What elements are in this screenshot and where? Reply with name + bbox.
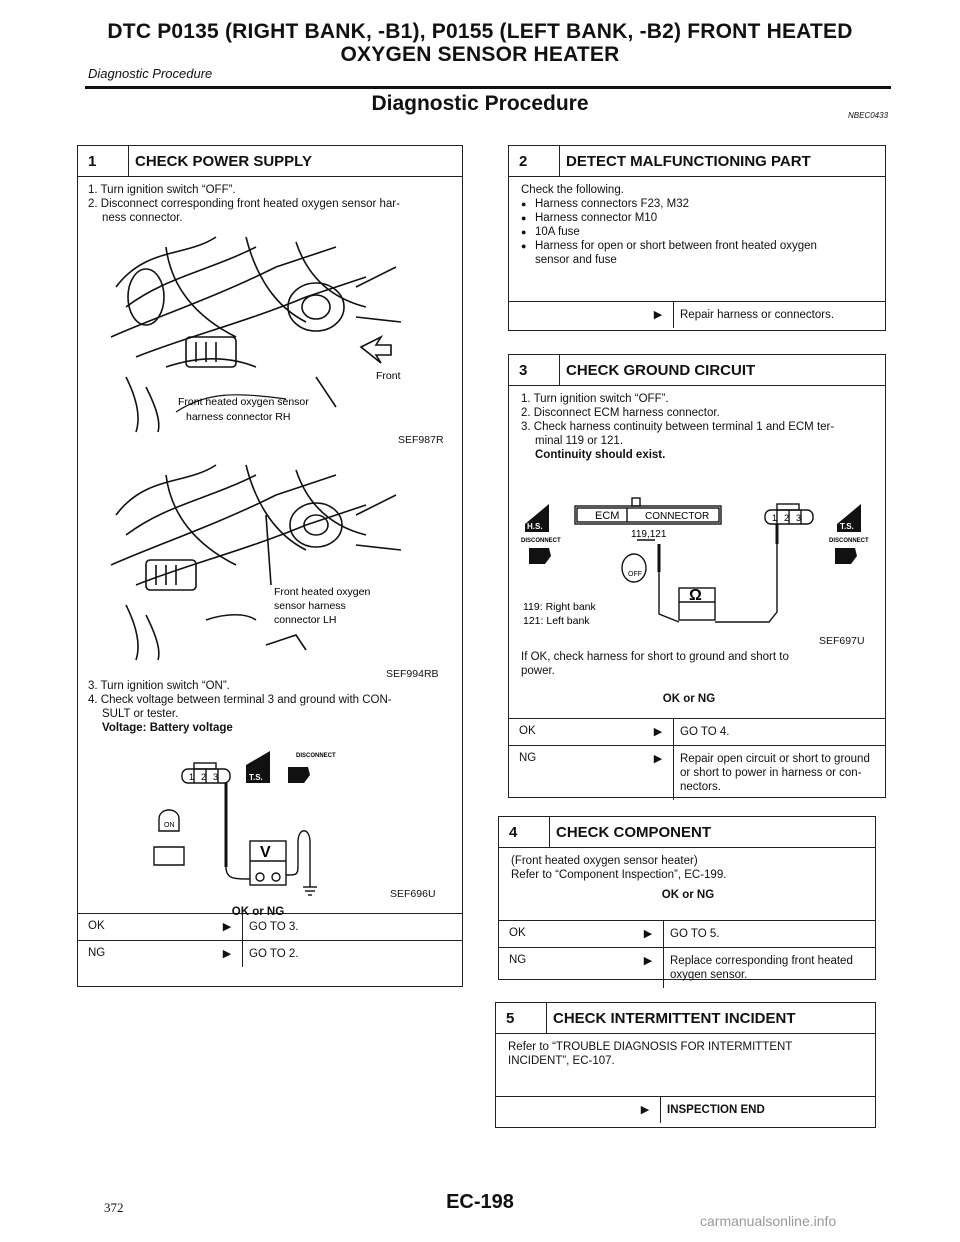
arrow-icon: ▶ xyxy=(643,928,653,940)
step-4-header xyxy=(499,817,875,848)
title-line-2: OXYGEN SENSOR HEATER xyxy=(340,43,620,66)
fig3-code: SEF696U xyxy=(390,888,436,900)
step-3-result-ok xyxy=(509,718,885,745)
header-rule xyxy=(85,86,891,89)
result-condition: NG xyxy=(519,752,537,764)
list-item: ● Harness for open or short between front heated oxygen xyxy=(521,239,875,253)
step-3-box xyxy=(508,354,886,798)
step-4-result-ok xyxy=(499,920,875,947)
fig-legend-1: 119: Right bank xyxy=(523,601,596,613)
step-4-box xyxy=(498,816,876,980)
result-action: Replace corresponding front heated oxygen sensor. xyxy=(663,948,875,988)
fig2-label-1: Front heated oxygen xyxy=(274,586,371,598)
fig1-label-connector-1: Front heated oxygen sensor xyxy=(178,396,309,408)
engine-connector-lh-illustration xyxy=(106,455,406,665)
step-1-header xyxy=(78,146,462,177)
step-2-box xyxy=(508,145,886,331)
fig3-pin-1: 1 xyxy=(189,772,195,782)
list-item: ● Harness connector M10 xyxy=(521,211,875,225)
step-1-body xyxy=(78,177,462,918)
result-condition: OK xyxy=(519,725,536,737)
step-2-title: DETECT MALFUNCTIONING PART xyxy=(559,146,885,176)
step-3-spec: Continuity should exist. xyxy=(535,449,666,461)
fig-connector-label: CONNECTOR xyxy=(645,511,710,522)
step-5-title: CHECK INTERMITTENT INCIDENT xyxy=(546,1003,875,1033)
step-2-checklist xyxy=(521,197,875,253)
step-2-number: 2 xyxy=(519,152,528,170)
arrow-icon: ▶ xyxy=(640,1104,650,1116)
step-3-body xyxy=(509,386,885,718)
running-subtitle: Diagnostic Procedure xyxy=(88,66,213,81)
note-line-1: If OK, check harness for short to ground and short to xyxy=(521,651,789,663)
step-1-instructions-b xyxy=(88,679,448,735)
step-2-intro: Check the following. xyxy=(521,184,624,196)
arrow-icon: ▶ xyxy=(653,309,663,321)
result-condition: OK xyxy=(88,920,105,932)
result-action: Repair open circuit or short to ground or short to power in harness or con- nectors. xyxy=(673,746,885,800)
fig3-ts-label: T.S. xyxy=(249,773,263,782)
fig2-label-3: connector LH xyxy=(274,614,337,626)
step-3-instruction-2: 2. Disconnect ECM harness connector. xyxy=(521,407,720,419)
continuity-check-diagram xyxy=(519,484,879,644)
fig-ts-label: T.S. xyxy=(840,522,854,531)
fig-disconnect-right: DISCONNECT xyxy=(829,538,869,544)
step-4-ok-ng: OK or NG xyxy=(661,889,715,901)
fig-ecm-label: ECM xyxy=(595,510,620,522)
fig-ignition-off-label: OFF xyxy=(628,571,642,578)
result-condition: OK xyxy=(509,927,526,939)
step-5-header xyxy=(496,1003,875,1034)
step-5-body xyxy=(496,1034,875,1096)
step-4-line-2: Refer to “Component Inspection”, EC-199. xyxy=(511,869,727,881)
fig2-label-2: sensor harness xyxy=(274,600,346,612)
step-1-instruction-4: 4. Check voltage between terminal 3 and ground with CON- xyxy=(88,694,392,706)
fig-pins-label: 119,121 xyxy=(631,529,667,540)
arrow-icon: ▶ xyxy=(653,753,663,765)
step-3-instruction-3: 3. Check harness continuity between terminal 1 and ECM ter- xyxy=(521,421,835,433)
fig-pin-2: 2 xyxy=(784,513,790,523)
step-3-header xyxy=(509,355,885,386)
fig-pin-3: 3 xyxy=(796,513,802,523)
fig3-pin-3: 3 xyxy=(213,772,219,782)
fig3-disconnect-label: DISCONNECT xyxy=(296,753,336,759)
step-1-instruction-1: 1. Turn ignition switch “OFF”. xyxy=(88,184,236,196)
step-1-instruction-2-cont: ness connector. xyxy=(102,212,183,224)
step-1-number: 1 xyxy=(88,152,97,170)
step-1-instruction-4-cont: SULT or tester. xyxy=(102,708,179,720)
page-code: EC-198 xyxy=(446,1191,514,1213)
fig3-voltmeter-label: V xyxy=(260,844,271,861)
arrow-icon: ▶ xyxy=(222,921,232,933)
result-action: GO TO 5. xyxy=(663,921,875,947)
step-5-line-1: Refer to “TROUBLE DIAGNOSIS FOR INTERMITTENT xyxy=(508,1041,793,1053)
fig2-code: SEF994RB xyxy=(386,668,439,680)
step-1-spec: Voltage: Battery voltage xyxy=(102,722,233,734)
step-1-instruction-3: 3. Turn ignition switch “ON”. xyxy=(88,680,230,692)
voltage-check-diagram xyxy=(138,747,408,897)
arrow-icon: ▶ xyxy=(643,955,653,967)
note-line-2: power. xyxy=(521,665,555,677)
step-2-result xyxy=(509,301,885,328)
step-3-ok-ng: OK or NG xyxy=(662,693,716,705)
fig1-code: SEF987R xyxy=(398,434,444,446)
fig1-label-connector-2: harness connector RH xyxy=(186,411,291,423)
step-3-result-ng xyxy=(509,745,885,800)
result-action: INSPECTION END xyxy=(660,1097,875,1123)
step-4-body xyxy=(499,848,875,920)
result-action: GO TO 2. xyxy=(242,941,462,967)
list-item-cont: sensor and fuse xyxy=(535,254,617,266)
fig-hs-label: H.S. xyxy=(527,522,543,531)
step-1-title: CHECK POWER SUPPLY xyxy=(128,146,462,176)
arrow-icon: ▶ xyxy=(222,948,232,960)
fig-code: SEF697U xyxy=(819,635,865,647)
step-3-note xyxy=(521,650,861,678)
watermark: carmanualsonline.info xyxy=(700,1213,837,1229)
step-5-box xyxy=(495,1002,876,1128)
fig-ohmmeter-label: Ω xyxy=(689,587,702,604)
step-5-line-2: INCIDENT”, EC-107. xyxy=(508,1055,615,1067)
step-4-line-1: (Front heated oxygen sensor heater) xyxy=(511,855,698,867)
fig-disconnect-left: DISCONNECT xyxy=(521,538,561,544)
arrow-icon: ▶ xyxy=(653,726,663,738)
title-line-1: DTC P0135 (RIGHT BANK, -B1), P0155 (LEFT BANK, -B2) FRONT HEATED xyxy=(107,20,853,43)
step-1-instruction-2: 2. Disconnect corresponding front heated oxygen sensor har- xyxy=(88,198,400,210)
step-3-number: 3 xyxy=(519,361,528,379)
step-4-title: CHECK COMPONENT xyxy=(549,817,875,847)
step-1-box xyxy=(77,145,463,987)
step-2-body xyxy=(509,177,885,301)
step-5-result xyxy=(496,1096,875,1123)
step-5-number: 5 xyxy=(506,1009,515,1027)
step-2-header xyxy=(509,146,885,177)
step-3-instruction-1: 1. Turn ignition switch “OFF”. xyxy=(521,393,669,405)
step-3-title: CHECK GROUND CIRCUIT xyxy=(559,355,885,385)
document-title xyxy=(40,20,920,66)
fig3-pin-2: 2 xyxy=(201,772,207,782)
page-number: 372 xyxy=(104,1200,124,1215)
fig1-label-front: Front xyxy=(376,370,401,382)
step-3-instruction-3-cont: minal 119 or 121. xyxy=(535,435,624,447)
reference-code: NBEC0433 xyxy=(848,111,889,120)
fig-legend-2: 121: Left bank xyxy=(523,615,590,627)
step-4-result-ng xyxy=(499,947,875,988)
list-item: ● Harness connectors F23, M32 xyxy=(521,197,875,211)
engine-connector-rh-illustration xyxy=(106,227,406,437)
step-4-number: 4 xyxy=(509,823,518,841)
result-action: Repair harness or connectors. xyxy=(673,302,885,328)
fig-pin-1: 1 xyxy=(772,513,778,523)
step-1-ok-ng: OK or NG xyxy=(231,906,285,918)
fig3-ignition-on-label: ON xyxy=(164,822,175,829)
step-1-result-ng xyxy=(78,940,462,967)
result-condition: NG xyxy=(509,954,527,966)
list-item: ● 10A fuse xyxy=(521,225,875,239)
result-condition: NG xyxy=(88,947,106,959)
result-action: GO TO 3. xyxy=(242,914,462,940)
result-action: GO TO 4. xyxy=(673,719,885,745)
section-title: Diagnostic Procedure xyxy=(371,92,589,115)
